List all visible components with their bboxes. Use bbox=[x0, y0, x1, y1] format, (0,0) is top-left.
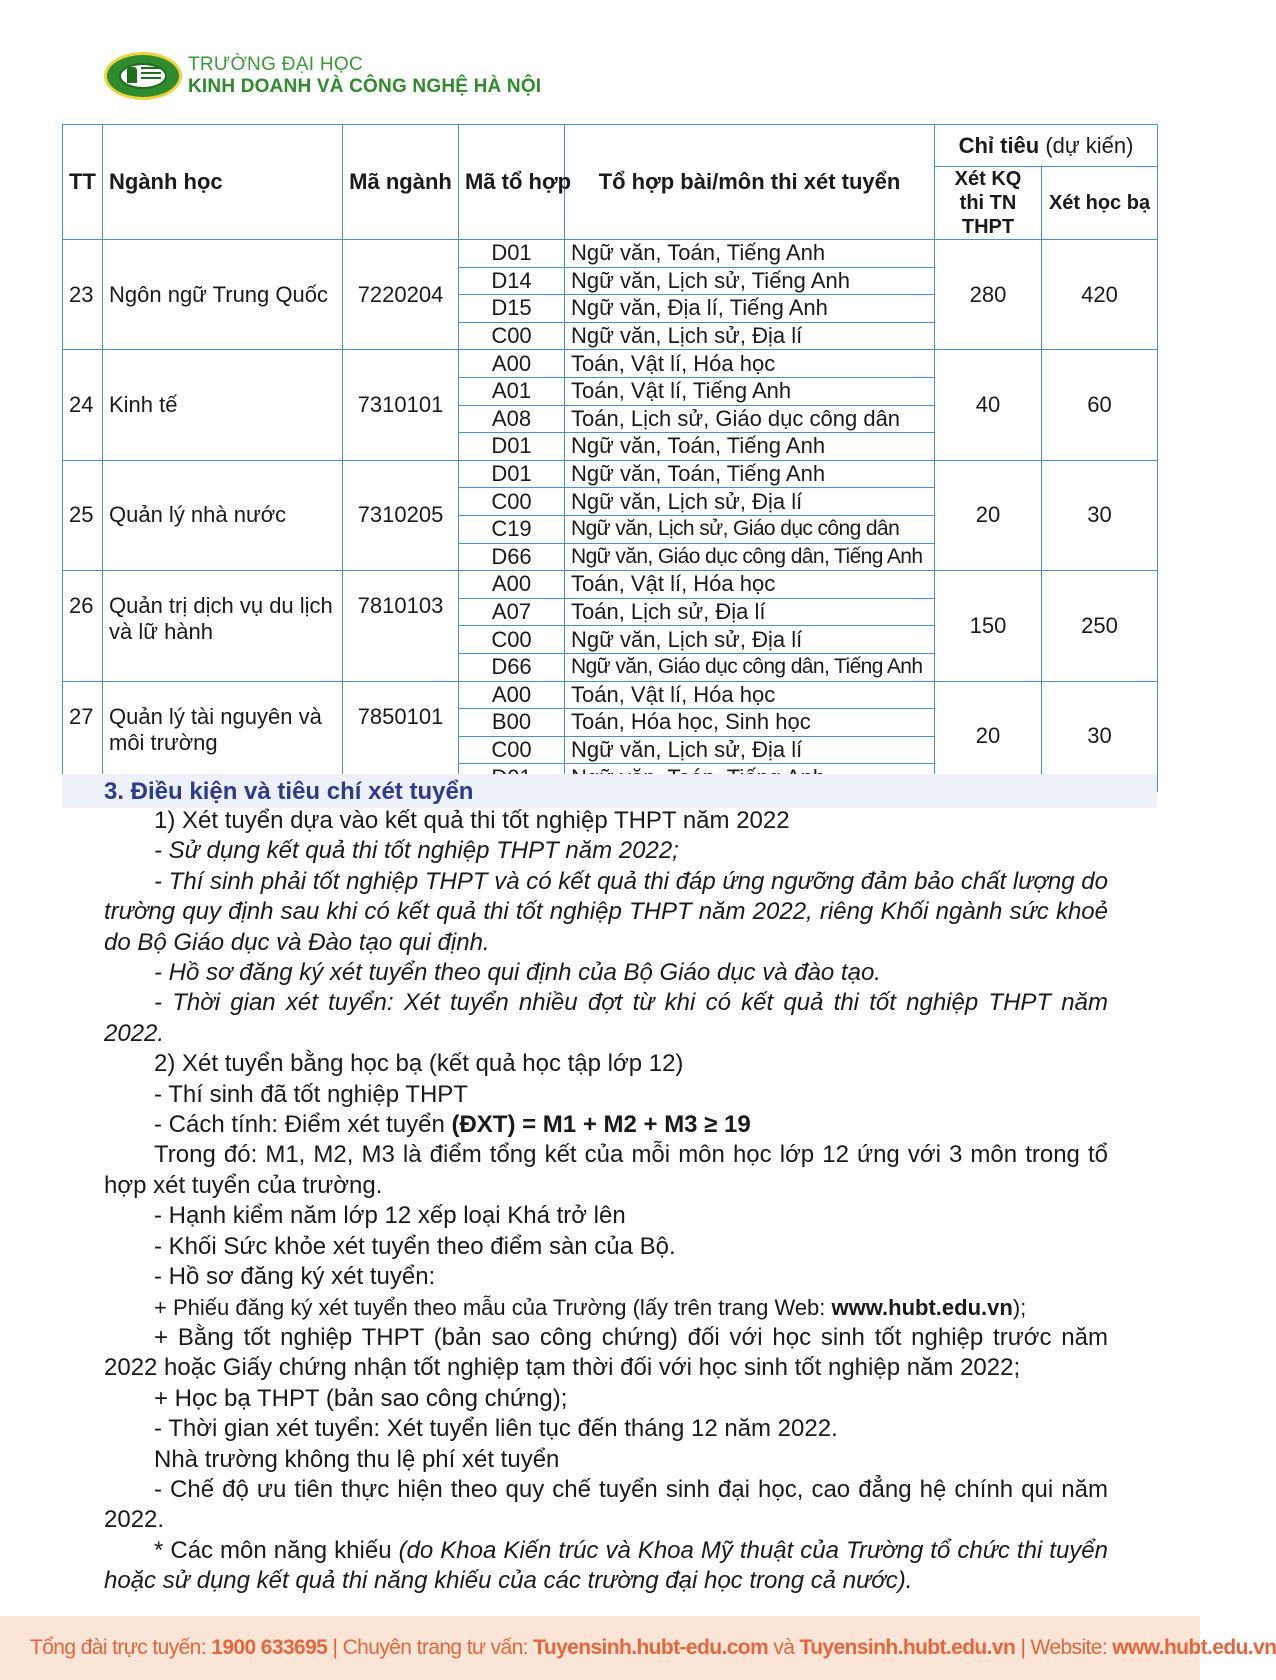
school-name-line1: TRƯỜNG ĐẠI HỌC bbox=[188, 54, 363, 75]
row-tt: 25 bbox=[63, 460, 103, 570]
row-major: Ngôn ngữ Trung Quốc bbox=[103, 240, 343, 350]
paragraph-talent bbox=[104, 1536, 1108, 1597]
paragraph: Nhà trường không thu lệ phí xét tuyển bbox=[154, 1445, 560, 1473]
school-name bbox=[188, 54, 541, 98]
combo-subjects: Ngữ văn, Toán, Tiếng Anh bbox=[565, 460, 935, 488]
combo-code: D01 bbox=[459, 433, 565, 461]
paragraph: - Thời gian xét tuyển: Xét tuyển liên tục đến tháng 12 năm 2022. bbox=[154, 1415, 838, 1443]
quota-transcript: 30 bbox=[1042, 681, 1158, 791]
paragraph: Trong đó: M1, M2, M3 là điểm tổng kết của mỗi môn học lớp 12 ứng với 3 môn trong tổ hợp xét tuyển của trường. bbox=[104, 1141, 1108, 1199]
header-subjects: Tổ hợp bài/môn thi xét tuyển bbox=[565, 125, 935, 240]
row-major-code: 7310205 bbox=[343, 460, 459, 570]
row-tt: 23 bbox=[63, 240, 103, 350]
combo-code: C00 bbox=[459, 322, 565, 350]
paragraph: - Chế độ ưu tiên thực hiện theo quy chế tuyển sinh đại học, cao đẳng hệ chính qui năm 2022. bbox=[104, 1475, 1108, 1534]
page-footer bbox=[0, 1616, 1276, 1680]
row-major: Kinh tế bbox=[103, 350, 343, 460]
row-major-code: 7310101 bbox=[343, 350, 459, 460]
header-major-code: Mã ngành bbox=[343, 125, 459, 240]
quota-exam: 40 bbox=[935, 350, 1042, 460]
combo-subjects: Ngữ văn, Toán, Tiếng Anh bbox=[565, 433, 935, 461]
combo-subjects: Ngữ văn, Giáo dục công dân, Tiếng Anh bbox=[565, 653, 935, 681]
combo-code: D01 bbox=[459, 460, 565, 488]
table-row bbox=[63, 571, 1158, 599]
header-quota-rest: (dự kiến) bbox=[1045, 132, 1134, 158]
combo-code: D15 bbox=[459, 295, 565, 323]
formula: (ĐXT) = M1 + M2 + M3 ≥ 19 bbox=[451, 1111, 751, 1139]
table-row bbox=[63, 460, 1158, 488]
combo-code: A08 bbox=[459, 405, 565, 433]
combo-subjects: Ngữ văn, Giáo dục công dân, Tiếng Anh bbox=[565, 543, 935, 571]
hotline-number[interactable]: 1900 633695 bbox=[211, 1636, 328, 1659]
footer-contact bbox=[30, 1636, 1276, 1660]
combo-subjects: Ngữ văn, Lịch sử, Địa lí bbox=[565, 322, 935, 350]
combo-code: A07 bbox=[459, 598, 565, 626]
website-link[interactable]: www.hubt.edu.vn bbox=[1112, 1636, 1276, 1659]
form-text-end: ); bbox=[1012, 1294, 1027, 1320]
combo-subjects: Toán, Vật lí, Hóa học bbox=[565, 571, 935, 599]
header-quota-bold: Chỉ tiêu bbox=[958, 132, 1040, 158]
row-tt: 27 bbox=[63, 681, 103, 791]
combo-subjects: Toán, Hóa học, Sinh học bbox=[565, 709, 935, 737]
quota-exam: 280 bbox=[935, 240, 1042, 350]
page-header bbox=[104, 50, 804, 104]
header-quota-transcript: Xét học bạ bbox=[1042, 167, 1158, 240]
row-major: Quản trị dịch vụ du lịch và lữ hành bbox=[103, 571, 343, 681]
row-major-code: 7810103 bbox=[343, 571, 459, 681]
section-body bbox=[104, 806, 1108, 1597]
combo-subjects: Ngữ văn, Địa lí, Tiếng Anh bbox=[565, 295, 935, 323]
talent-label: * Các môn năng khiếu bbox=[154, 1536, 399, 1564]
combo-subjects: Toán, Vật lí, Tiếng Anh bbox=[565, 377, 935, 405]
formula-label: - Cách tính: Điểm xét tuyển bbox=[154, 1111, 452, 1139]
combo-code: A00 bbox=[459, 681, 565, 709]
paragraph: + Học bạ THPT (bản sao công chứng); bbox=[154, 1384, 568, 1412]
combo-code: D14 bbox=[459, 267, 565, 295]
combo-code: C00 bbox=[459, 626, 565, 654]
header-major: Ngành học bbox=[103, 125, 343, 240]
combo-subjects: Toán, Lịch sử, Giáo dục công dân bbox=[565, 405, 935, 433]
quota-transcript: 250 bbox=[1042, 571, 1158, 681]
header-quota bbox=[935, 125, 1158, 167]
table-row bbox=[63, 350, 1158, 378]
combo-subjects: Ngữ văn, Lịch sử, Giáo dục công dân bbox=[565, 515, 935, 543]
school-name-line2: KINH DOANH VÀ CÔNG NGHỆ HÀ NỘI bbox=[188, 76, 542, 97]
quota-exam: 20 bbox=[935, 681, 1042, 791]
combo-subjects: Ngữ văn, Lịch sử, Địa lí bbox=[565, 736, 935, 764]
combo-code: A00 bbox=[459, 350, 565, 378]
combo-code: A00 bbox=[459, 571, 565, 599]
paragraph: - Thí sinh đã tốt nghiệp THPT bbox=[154, 1080, 468, 1108]
footer-separator: | Website: bbox=[1015, 1636, 1113, 1659]
row-major: Quản lý tài nguyên và môi trường bbox=[103, 681, 343, 791]
combo-subjects: Toán, Vật lí, Hóa học bbox=[565, 350, 935, 378]
section-title: 3. Điều kiện và tiêu chí xét tuyển bbox=[104, 778, 474, 805]
header-tt: TT bbox=[63, 125, 103, 240]
table-row bbox=[63, 681, 1158, 709]
combo-subjects: Toán, Vật lí, Hóa học bbox=[565, 681, 935, 709]
consult-site-link-1[interactable]: Tuyensinh.hubt-edu.com bbox=[533, 1636, 769, 1659]
form-text: + Phiếu đăng ký xét tuyển theo mẫu của Trường (lấy trên trang Web: bbox=[154, 1294, 832, 1320]
hotline-label: Tổng đài trực tuyến: bbox=[30, 1636, 212, 1659]
paragraph-form bbox=[104, 1293, 1108, 1323]
quota-transcript: 420 bbox=[1042, 240, 1158, 350]
combo-code: B00 bbox=[459, 709, 565, 737]
combo-subjects: Ngữ văn, Lịch sử, Địa lí bbox=[565, 626, 935, 654]
row-tt: 24 bbox=[63, 350, 103, 460]
row-major: Quản lý nhà nước bbox=[103, 460, 343, 570]
talent-note: (do Khoa Kiến trúc và Khoa Mỹ thuật của Trường tổ chức thi tuyển hoặc sử dụng kết quả thi năng khiếu của các trường đại học trong cả nước). bbox=[104, 1536, 1108, 1595]
table-row bbox=[63, 240, 1158, 268]
combo-code: D01 bbox=[459, 240, 565, 268]
combo-code: D66 bbox=[459, 543, 565, 571]
school-logo bbox=[104, 52, 182, 100]
paragraph: 2) Xét tuyển bằng học bạ (kết quả học tập lớp 12) bbox=[154, 1050, 684, 1078]
logo-text-lines-icon bbox=[141, 67, 161, 83]
combo-code: D66 bbox=[459, 653, 565, 681]
row-tt: 26 bbox=[63, 571, 103, 681]
admission-table bbox=[62, 124, 1158, 792]
footer-and: và bbox=[768, 1636, 800, 1659]
combo-subjects: Ngữ văn, Toán, Tiếng Anh bbox=[565, 240, 935, 268]
paragraph: - Thí sinh phải tốt nghiệp THPT và có kết quả thi đáp ứng ngưỡng đảm bảo chất lượng do trường quy định sau khi có kết quả thi tốt nghiệp THPT năm 2022, riêng Khối ngành sức khoẻ do Bộ Giáo dục và Đào tạo qui định. bbox=[104, 867, 1108, 956]
header-combo-code: Mã tổ hợp bbox=[459, 125, 565, 240]
combo-subjects: Toán, Lịch sử, Địa lí bbox=[565, 598, 935, 626]
paragraph: + Bằng tốt nghiệp THPT (bản sao công chứng) đối với học sinh tốt nghiệp trước năm 2022 hoặc Giấy chứng nhận tốt nghiệp tạm thời đối với học sinh tốt nghiệp năm 2022; bbox=[104, 1323, 1108, 1382]
combo-code: C00 bbox=[459, 736, 565, 764]
quota-exam: 20 bbox=[935, 460, 1042, 570]
consult-site-link-2[interactable]: Tuyensinh.hubt.edu.vn bbox=[799, 1636, 1016, 1659]
paragraph: 1) Xét tuyển dựa vào kết quả thi tốt nghiệp THPT năm 2022 bbox=[154, 807, 790, 834]
quota-transcript: 30 bbox=[1042, 460, 1158, 570]
footer-separator: | Chuyên trang tư vấn: bbox=[327, 1636, 534, 1659]
paragraph: - Hồ sơ đăng ký xét tuyển theo qui định của Bộ Giáo dục và đào tạo. bbox=[154, 959, 881, 987]
paragraph: - Khối Sức khỏe xét tuyển theo điểm sàn của Bộ. bbox=[154, 1232, 676, 1260]
combo-code: C00 bbox=[459, 488, 565, 516]
quota-exam: 150 bbox=[935, 571, 1042, 681]
row-major-code: 7850101 bbox=[343, 681, 459, 791]
combo-subjects: Ngữ văn, Lịch sử, Tiếng Anh bbox=[565, 267, 935, 295]
header-quota-exam: Xét KQ thi TN THPT bbox=[935, 167, 1042, 240]
paragraph-formula bbox=[104, 1110, 1108, 1140]
combo-code: C19 bbox=[459, 515, 565, 543]
website-link[interactable]: www.hubt.edu.vn bbox=[831, 1294, 1013, 1320]
combo-subjects: Ngữ văn, Lịch sử, Địa lí bbox=[565, 488, 935, 516]
row-major-code: 7220204 bbox=[343, 240, 459, 350]
paragraph: - Sử dụng kết quả thi tốt nghiệp THPT năm 2022; bbox=[154, 837, 679, 865]
gate-icon bbox=[127, 67, 137, 83]
paragraph: - Hồ sơ đăng ký xét tuyển: bbox=[154, 1263, 436, 1291]
quota-transcript: 60 bbox=[1042, 350, 1158, 460]
paragraph: - Thời gian xét tuyển: Xét tuyển nhiều đợt từ khi có kết quả thi tốt nghiệp THPT năm 2022. bbox=[104, 989, 1108, 1047]
paragraph: - Hạnh kiểm năm lớp 12 xếp loại Khá trở lên bbox=[154, 1202, 626, 1230]
combo-code: A01 bbox=[459, 377, 565, 405]
